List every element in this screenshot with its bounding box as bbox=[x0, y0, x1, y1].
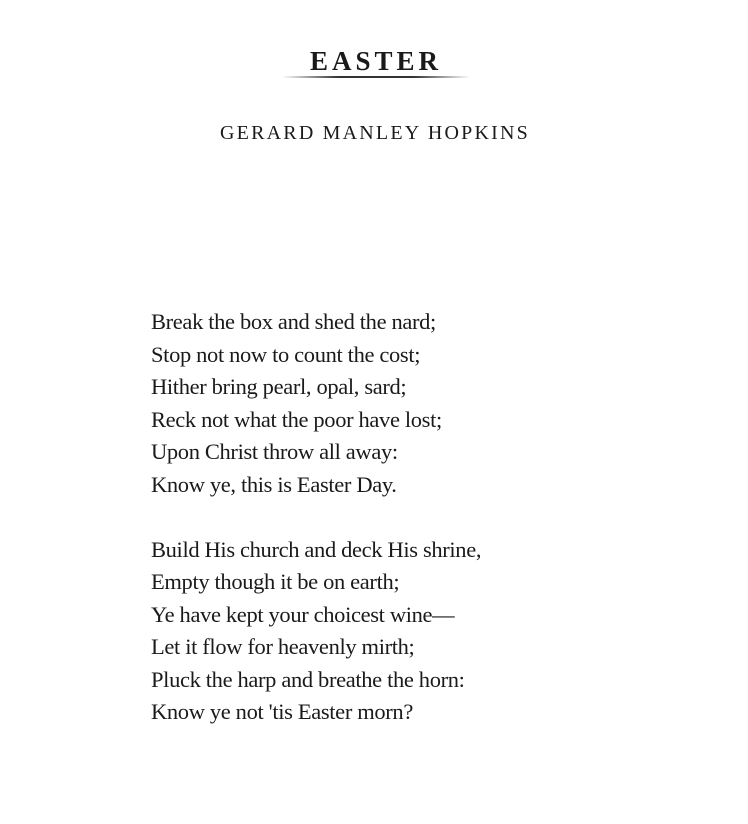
poem-line: Empty though it be on earth; bbox=[151, 569, 400, 594]
poem-body bbox=[151, 306, 711, 761]
poem-line: Let it flow for heavenly mirth; bbox=[151, 634, 415, 659]
poem-line: Know ye, this is Easter Day. bbox=[151, 471, 397, 497]
poem-line: Ye have kept your choicest wine— bbox=[151, 601, 455, 627]
poem-line: Build His church and deck His shrine, bbox=[151, 536, 482, 562]
poem-line: Hither bring pearl, opal, sard; bbox=[151, 374, 407, 399]
poem-author: GERARD MANLEY HOPKINS bbox=[220, 122, 530, 144]
poem-line: Break the box and shed the nard; bbox=[151, 309, 436, 334]
poem-line: Reck not what the poor have lost; bbox=[151, 406, 442, 432]
poem-line: Upon Christ throw all away: bbox=[151, 439, 398, 464]
poem-line: Pluck the harp and breathe the horn: bbox=[151, 666, 465, 692]
stanza-2 bbox=[151, 534, 711, 729]
poem-line: Know ye not 'tis Easter morn? bbox=[151, 699, 413, 724]
title-divider bbox=[282, 76, 470, 78]
poem-line: Stop not now to count the cost; bbox=[151, 341, 421, 367]
poem-title: EASTER bbox=[309, 46, 443, 77]
stanza-1 bbox=[151, 306, 711, 501]
